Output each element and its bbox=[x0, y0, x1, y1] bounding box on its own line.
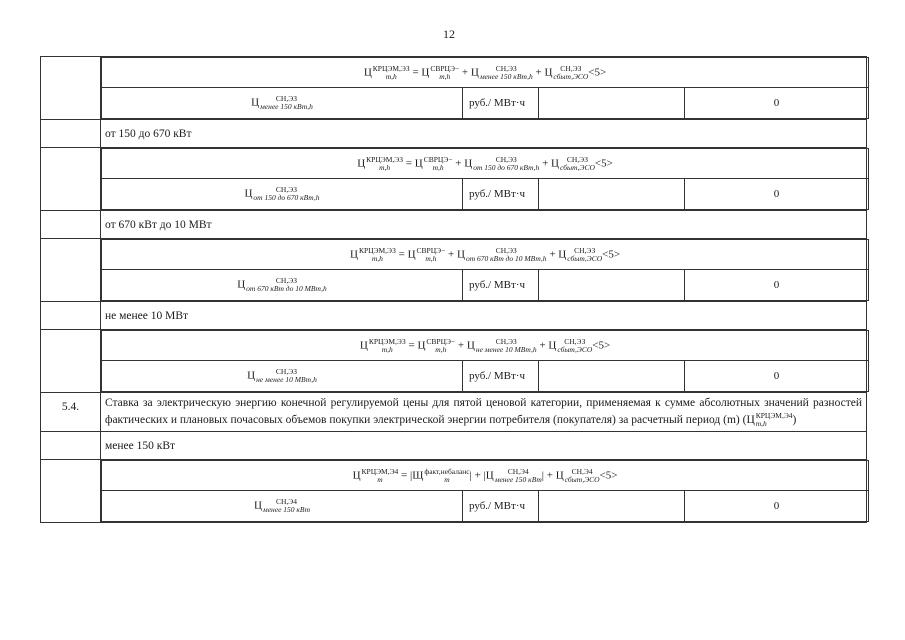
number-cell-empty bbox=[41, 148, 101, 211]
section-description: Ставка за электрическую энергию конечной регулируемой цены для пятой ценовой категории, применяемая к сумме абсолютных значений разностей фактических и плановых почасовых объемов покупки электрической энергии потребителя (покупателя) за расчетный период (m) (Ц КРЦЭМ,Э4 m,h ) bbox=[101, 393, 867, 432]
value-cell: 0 bbox=[685, 361, 869, 392]
symbol-cell: Ц СН,Э4 менее 150 кВт bbox=[102, 491, 463, 522]
unit-cell: руб./ МВт·ч bbox=[463, 88, 539, 119]
number-cell-empty bbox=[41, 239, 101, 302]
section-number: 5.4. bbox=[41, 393, 101, 432]
value-cell: 0 bbox=[685, 179, 869, 210]
formula-5-4: Ц КРЦЭМ,Э4 m = |Щ факт,небаланс m | + |Ц СН,Э4 менее 150 кВт | + Ц СН,Э4 сбыт,ЭСО <5> bbox=[102, 461, 869, 491]
number-cell-empty bbox=[41, 432, 101, 460]
number-cell-empty bbox=[41, 57, 101, 120]
symbol-cell: Ц СН,ЭЗ менее 150 кВт,h bbox=[102, 88, 463, 119]
number-cell-empty bbox=[41, 330, 101, 393]
formula-150-670: Ц КРЦЭМ,ЭЗ m,h = Ц СВРЦЭ− m,h + Ц СН,ЭЗ от 150 до 670 кВт,h + Ц СН,ЭЗ сбыт,ЭСО <5> bbox=[102, 149, 869, 179]
number-cell-empty bbox=[41, 460, 101, 523]
value-cell: 0 bbox=[685, 491, 869, 522]
subtable-less-150 bbox=[101, 57, 869, 119]
empty-cell bbox=[539, 361, 685, 392]
subtable-670-10 bbox=[101, 239, 869, 301]
unit-cell: руб./ МВт·ч bbox=[463, 491, 539, 522]
empty-cell bbox=[539, 491, 685, 522]
symbol-cell: Ц СН,ЭЗ от 150 до 670 кВт,h bbox=[102, 179, 463, 210]
number-cell-empty bbox=[41, 120, 101, 148]
empty-cell bbox=[539, 88, 685, 119]
formula-not-less-10: Ц КРЦЭМ,ЭЗ m,h = Ц СВРЦЭ− m,h + Ц СН,ЭЗ не менее 10 МВт,h + Ц СН,ЭЗ сбыт,ЭСО <5> bbox=[102, 331, 869, 361]
unit-cell: руб./ МВт·ч bbox=[463, 270, 539, 301]
category-label: не менее 10 МВт bbox=[101, 302, 867, 330]
empty-cell bbox=[539, 179, 685, 210]
symbol-cell: Ц СН,ЭЗ от 670 кВт до 10 МВт,h bbox=[102, 270, 463, 301]
page-number: 12 bbox=[443, 27, 455, 41]
value-cell: 0 bbox=[685, 88, 869, 119]
number-cell-empty bbox=[41, 302, 101, 330]
subtable-5-4-less-150 bbox=[101, 460, 869, 522]
category-label: менее 150 кВт bbox=[101, 432, 867, 460]
category-label: от 150 до 670 кВт bbox=[101, 120, 867, 148]
unit-cell: руб./ МВт·ч bbox=[463, 179, 539, 210]
symbol-cell: Ц СН,ЭЗ не менее 10 МВт,h bbox=[102, 361, 463, 392]
subtable-150-670 bbox=[101, 148, 869, 210]
subtable-not-less-10 bbox=[101, 330, 869, 392]
formula-less-150: Ц КРЦЭМ,ЭЗ m,h = Ц СВРЦЭ− m,h + Ц СН,ЭЗ менее 150 кВт,h + Ц СН,ЭЗ сбыт,ЭСО <5> bbox=[102, 58, 869, 88]
value-cell: 0 bbox=[685, 270, 869, 301]
empty-cell bbox=[539, 270, 685, 301]
unit-cell: руб./ МВт·ч bbox=[463, 361, 539, 392]
category-label: от 670 кВт до 10 МВт bbox=[101, 211, 867, 239]
number-cell-empty bbox=[41, 211, 101, 239]
formula-670-10: Ц КРЦЭМ,ЭЗ m,h = Ц СВРЦЭ− m,h + Ц СН,ЭЗ от 670 кВт до 10 МВт,h + Ц СН,ЭЗ сбыт,ЭСО <5> bbox=[102, 240, 869, 270]
tariff-table bbox=[40, 56, 867, 523]
